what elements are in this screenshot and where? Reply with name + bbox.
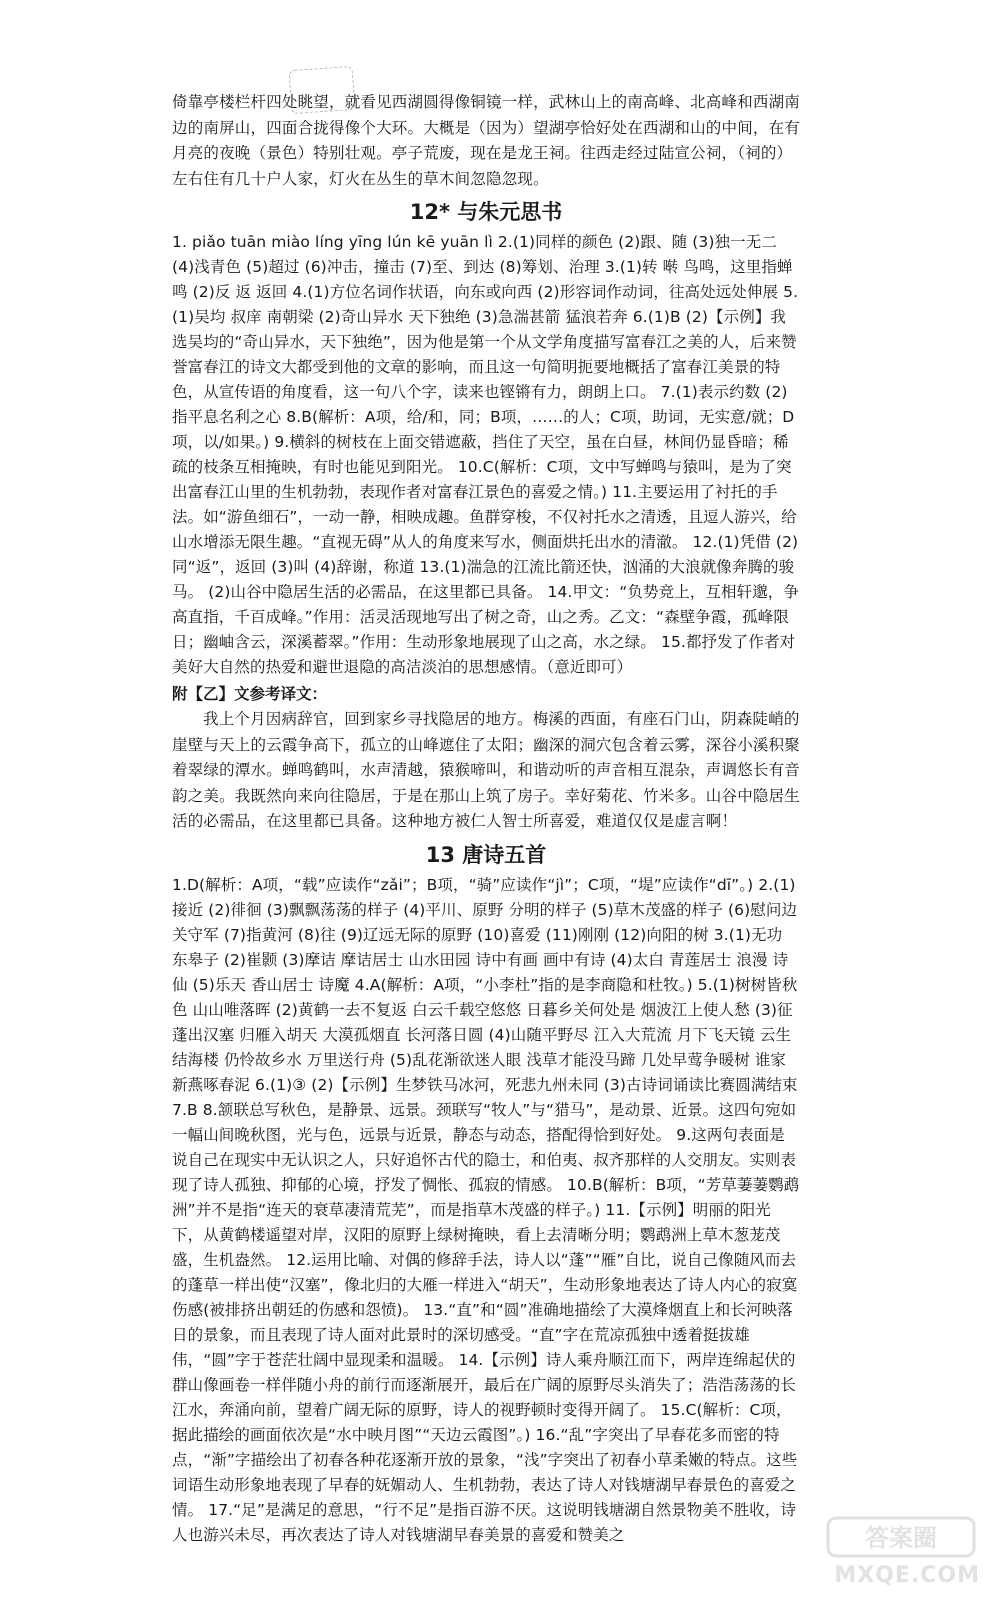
section-12-title: 12* 与朱元思书 xyxy=(409,200,563,224)
watermark-logo-text: 答案圈 xyxy=(865,1524,937,1552)
intro-translation: 倚靠亭楼栏杆四处眺望，就看见西湖圆得像铜镜一样，武林山上的南高峰、北高峰和西湖南边的南屏山，四面合拢得像个大环。大概是（因为）望湖亭恰好处在西湖和山的中间，在有月亮的夜晚（景色）特别壮观。亭子荒废，现在是龙王祠。往西走经过陆宣公祠，（祠的）左右住有几十户人家，灯火在丛生的草木间忽隐忽现。 xyxy=(172,93,801,188)
watermark-text: MXQE.COM xyxy=(834,1563,980,1588)
appendix-translation: 我上个月因病辞官，回到家乡寻找隐居的地方。梅溪的西面，有座石门山，阴森陡峭的崖壁与天上的云霞争高下，孤立的山峰遮住了太阳；幽深的洞穴包含着云雾，深谷小溪积聚着翠绿的潭水。蝉鸣鹤叫，水声清越，猿猴啼叫，和谐动听的声音相互混杂，声调悠长有音韵之美。我既然向来向往隐居，于是在那山上筑了房子。幸好菊花、竹米多。山谷中隐居生活的必需品，在这里都已具备。这种地方被仁人智士所喜爱，难道仅仅是虚言啊！ xyxy=(172,710,801,830)
watermark xyxy=(820,1514,980,1594)
section-12-answers: 1. piǎo tuān miào líng yīng lún kē yuān lì 2.(1)同样的颜色 (2)跟、随 (3)独一无二 (4)浅青色 (5)超过 (6)冲击，撞击 (7)至、到达 (8)筹划、治理 3.(1)转 啭 鸟鸣，这里指蝉鸣 (2)反 返 返回 4.(1)方位名词作状语，向东或向西 (2)形容词作动词，往高处远处伸展 5.(1)吴均 叔庠 南朝梁 (2)奇山异水 天下独绝 (3)急湍甚箭 猛浪若奔 6.(1)B (2)【示例】我选吴均的“奇山异水，天下独绝”，因为他是第一个从文学角度描写富春江之美的人，后来赞誉富春江的诗文大都受到他的文章的影响，而且这一句简明扼要地概括了富春江美景的特色，从宣传语的角度看，这一句八个字，读来也铿锵有力，朗朗上口。 7.(1)表示约数 (2)指平息名利之心 8.B(解析：A项，给/和，同；B项，……的人；C项，助词，无实意/就；D项，以/如果。) 9.横斜的树枝在上面交错遮蔽，挡住了天空，虽在白昼，林间仍显昏暗；稀疏的枝条互相掩映，有时也能见到阳光。 10.C(解析：C项，文中写蝉鸣与猿叫，是为了突出富春江山里的生机勃勃，表现作者对富春江景色的喜爱之情。) 11.主要运用了衬托的手法。如“游鱼细石”，一动一静，相映成趣。鱼群穿梭，不仅衬托水之清透，且逗人游兴，给山水增添无限生趣。“直视无碍”从人的角度来写水，侧面烘托出水的清澈。 12.(1)凭借 (2)同“返”，返回 (3)叫 (4)辞谢，称道 13.(1)湍急的江流比箭还快，汹涌的大浪就像奔腾的骏马。 (2)山谷中隐居生活的必需品，在这里都已具备。 14.甲文：“负势竞上，互相轩邈，争高直指，千百成峰。”作用：活灵活现地写出了树之奇，山之秀。乙文：“森壁争霞，孤峰限日；幽岫含云，深溪蓄翠。”作用：生动形象地展现了山之高，水之绿。 15.都抒发了作者对美好大自然的热爱和避世退隐的高洁淡泊的思想感情。（意近即可） xyxy=(172,233,799,676)
section-13-answers: 1.D(解析：A项，“载”应读作“zǎi”；B项，“骑”应读作“jì”；C项，“堤”应读作“dī”。) 2.(1)接近 (2)徘徊 (3)飘飘荡荡的样子 (4)平川、原野 分明的样子 (5)草木茂盛的样子 (6)慰问边关守军 (7)指黄河 (8)往 (9)辽远无际的原野 (10)喜爱 (11)刚刚 (12)向阳的树 3.(1)无功 东皋子 (2)崔颢 (3)摩诘 摩诘居士 山水田园 诗中有画 画中有诗 (4)太白 青莲居士 浪漫 诗仙 (5)乐天 香山居士 诗魔 4.A(解析：A项，“小李杜”指的是李商隐和杜牧。) 5.(1)树树皆秋色 山山唯落晖 (2)黄鹤一去不复返 白云千载空悠悠 日暮乡关何处是 烟波江上使人愁 (3)征蓬出汉塞 归雁入胡天 大漠孤烟直 长河落日圆 (4)山随平野尽 江入大荒流 月下飞天镜 云生结海楼 仍怜故乡水 万里送行舟 (5)乱花渐欲迷人眼 浅草才能没马蹄 几处早莺争暖树 谁家新燕啄春泥 6.(1)③ (2)【示例】生梦铁马冰河，死悲九州未同 (3)古诗词诵读比赛圆满结束 7.B 8.颔联总写秋色，是静景、远景。颈联写“牧人”与“猎马”，是动景、近景。这四句宛如一幅山间晚秋图，光与色，远景与近景，静态与动态，搭配得恰到好处。 9.这两句表面是说自己在现实中无认识之人，只好追怀古代的隐士，和伯夷、叔齐那样的人交朋友。实则表现了诗人孤独、抑郁的心境，抒发了惆怅、孤寂的情感。 10.B(解析：B项，“芳草萋萋鹦鹉洲”并不是指“连天的衰草凄清荒芜”，而是指草木茂盛的样子。) 11.【示例】明丽的阳光下，从黄鹤楼遥望对岸，汉阳的原野上绿树掩映，看上去清晰分明；鹦鹉洲上草木葱茏茂盛，生机盎然。 12.运用比喻、对偶的修辞手法，诗人以“蓬”“雁”自比，说自己像随风而去的蓬草一样出使“汉塞”，像北归的大雁一样进入“胡天”，生动形象地表达了诗人内心的寂寞伤感(被排挤出朝廷的伤感和怨愤)。 13.“直”和“圆”准确地描绘了大漠烽烟直上和长河映落日的景象，而且表现了诗人面对此景时的深切感受。“直”字在荒凉孤独中透着挺拔雄伟，“圆”字于苍茫壮阔中显现柔和温暖。 14.【示例】诗人乘舟顺江而下，两岸连绵起伏的群山像画卷一样伴随小舟的前行而逐渐展开，最后在广阔的原野尽头消失了；浩浩荡荡的长江水，奔涌向前，望着广阔无际的原野，诗人的视野顿时变得开阔了。 15.C(解析：C项，据此描绘的画面依次是“水中映月图”“天边云霞图”。) 16.“乱”字突出了早春花多而密的特点，“渐”字描绘出了初春各种花逐渐开放的景象，“浅”字突出了初春小草柔嫩的特点。这些词语生动形象地表现了早春的妩媚动人、生机勃勃，表达了诗人对钱塘湖早春景色的喜爱之情。 17.“足”是满足的意思，“行不足”是指百游不厌。这说明钱塘湖自然景物美不胜收，诗人也游兴未尽，再次表达了诗人对钱塘湖早春美景的喜爱和赞美之 xyxy=(172,875,800,1544)
section-13-title: 13 唐诗五首 xyxy=(425,842,547,867)
appendix-label: 附【乙】文参考译文： xyxy=(172,685,328,703)
answer-page xyxy=(172,90,800,1548)
watermark-logo-icon xyxy=(826,1514,976,1560)
